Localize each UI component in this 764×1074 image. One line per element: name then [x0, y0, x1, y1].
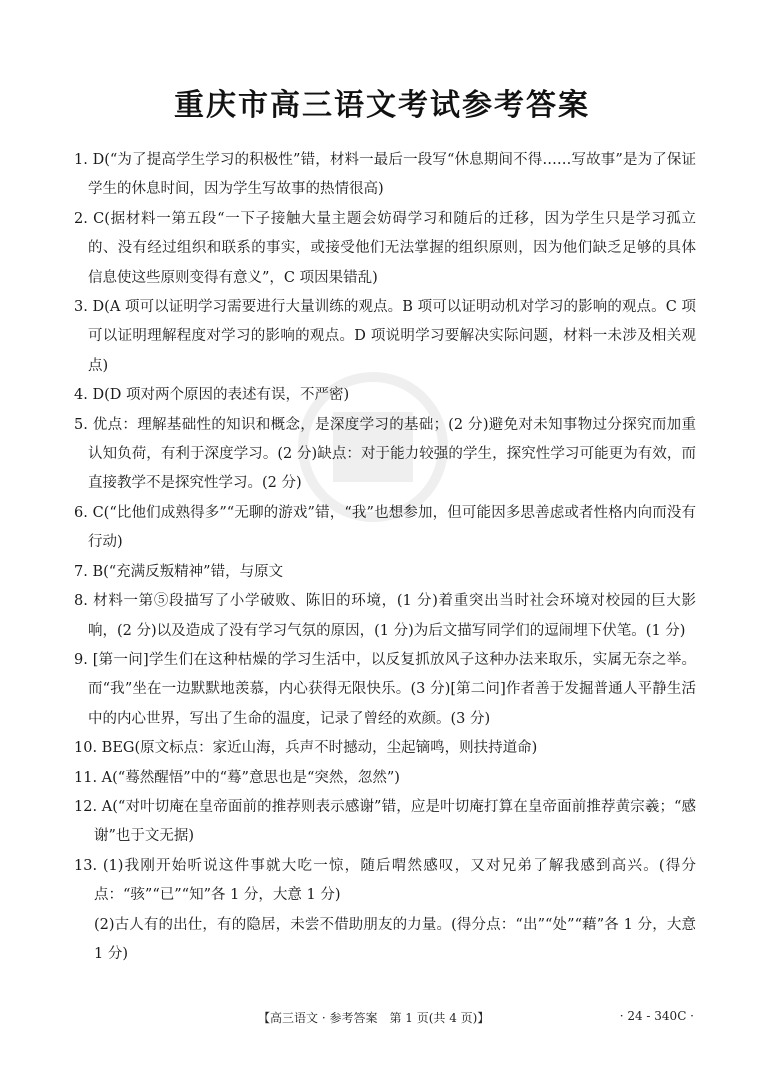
answer-list	[74, 146, 696, 969]
answer-item-6: 6. C(“比他们成熟得多”“无聊的游戏”错，“我”也想参加，但可能因多思善虑或者性格内向而没有行动)	[74, 504, 696, 551]
footer-page-info: 【高三语文 · 参考答案 第 1 页(共 4 页)】	[258, 1011, 490, 1025]
answer-item-12: 12. A(“对叶切庵在皇帝面前的推荐则表示感谢”错，应是叶切庵打算在皇帝面前推荐黄宗羲；“感谢”也于文无据)	[74, 798, 696, 845]
answer-item-8: 8. 材料一第⑤段描写了小学破败、陈旧的环境，(1 分)着重突出当时社会环境对校园的巨大影响，(2 分)以及造成了没有学习气氛的原因，(1 分)为后文描写同学们的逗闹埋下伏笔。(1 分)	[74, 593, 696, 639]
footer-exam-code: · 24 - 340C ·	[619, 1009, 694, 1023]
answer-item-13: 13. (1)我刚开始听说这件事就大吃一惊，随后喟然感叹，又对兄弟了解我感到高兴。(得分点：“骇”“已”“知”各 1 分，大意 1 分)	[74, 857, 696, 904]
answer-item-7: 7. B(“充满反叛精神”错，与原文	[74, 563, 284, 580]
answer-item-9: 9. [第一问]学生们在这种枯燥的学习生活中，以反复抓放风子这种办法来取乐，实属无奈之举。而“我”坐在一边默默地羡慕，内心获得无限快乐。(3 分)[第二问]作者善于发掘普通人平静生活中的内心世界，写出了生命的温度，记录了曾经的欢颜。(3 分)	[74, 651, 696, 727]
answer-item-11: 11. A(“蓦然醒悟”中的“蓦”意思也是“突然，忽然”)	[74, 769, 400, 786]
page-footer	[0, 1009, 764, 1029]
answer-item-2: 2. C(据材料一第五段“一下子接触大量主题会妨碍学习和随后的迁移，因为学生只是学习孤立的、没有经过组织和联系的事实，或接受他们无法掌握的组织原则，因为他们缺乏足够的具体信息使这些原则变得有意义”，C 项因果错乱)	[74, 210, 696, 286]
page-title: 重庆市高三语文考试参考答案	[174, 88, 590, 123]
answer-item-4: 4. D(D 项对两个原因的表述有误，不严密)	[74, 387, 350, 404]
answer-item-10: 10. BEG(原文标点：家近山海，兵声不时撼动，尘起镝鸣，则扶持道命)	[74, 740, 538, 757]
answer-item-5: 5. 优点：理解基础性的知识和概念，是深度学习的基础；(2 分)避免对未知事物过分探究而加重认知负荷，有利于深度学习。(2 分)缺点：对于能力较强的学生，探究性学习可能更为有效，而直接教学不是探究性学习。(2 分)	[74, 416, 696, 492]
answer-item-1: 1. D(“为了提高学生学习的积极性”错，材料一最后一段写“休息期间不得……写故事”是为了保证学生的休息时间，因为学生写故事的热情很高)	[74, 152, 696, 198]
answer-item-13-part-2: (2)古人有的出仕，有的隐居，未尝不借助朋友的力量。(得分点：“出”“处”“藉”各 1 分，大意 1 分)	[94, 916, 696, 962]
answer-item-3: 3. D(A 项可以证明学习需要进行大量训练的观点。B 项可以证明动机对学习的影响的观点。C 项可以证明理解程度对学习的影响的观点。D 项说明学习要解决实际问题，材料一未涉及相关观点)	[74, 299, 696, 374]
